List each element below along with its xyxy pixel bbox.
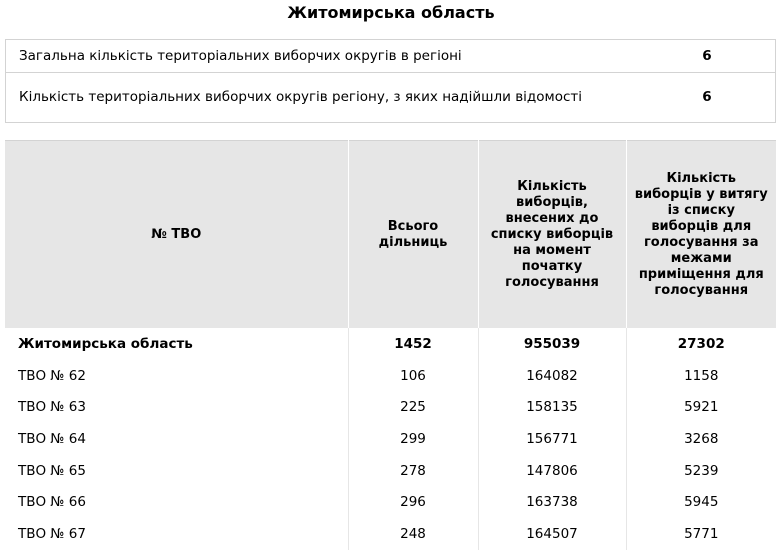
table-header-row	[5, 141, 776, 329]
row-voters: 158135	[478, 391, 626, 423]
table-row	[5, 360, 776, 392]
row-name: ТВО № 63	[5, 391, 348, 423]
table-row-total	[5, 328, 776, 360]
summary-value: 6	[702, 47, 712, 64]
row-voters: 156771	[478, 423, 626, 455]
row-voters: 164082	[478, 360, 626, 392]
row-name: ТВО № 67	[5, 518, 348, 550]
page-title: Житомирська область	[287, 3, 495, 22]
row-outside: 3268	[684, 430, 719, 447]
header-total-stations: Всього дільниць	[348, 141, 478, 329]
row-stations: 1452	[348, 328, 478, 360]
row-name: ТВО № 65	[5, 455, 348, 487]
summary-row	[6, 73, 776, 123]
table-row	[5, 455, 776, 487]
table-row	[5, 486, 776, 518]
row-voters: 164507	[478, 518, 626, 550]
results-table	[5, 140, 776, 550]
row-outside: 5239	[684, 462, 719, 479]
row-name: ТВО № 62	[5, 360, 348, 392]
row-voters: 147806	[478, 455, 626, 487]
header-voters-count: Кількість виборців, внесених до списку виборців на момент початку голосування	[478, 141, 626, 329]
summary-label: Кількість територіальних виборчих округів регіону, з яких надійшли відомості	[6, 73, 640, 123]
row-stations: 278	[348, 455, 478, 487]
table-row	[5, 518, 776, 550]
row-stations: 299	[348, 423, 478, 455]
row-outside: 5945	[684, 494, 719, 511]
summary-table	[5, 39, 776, 123]
row-outside: 5771	[684, 525, 719, 542]
summary-value: 6	[639, 73, 776, 123]
row-name: ТВО № 66	[5, 486, 348, 518]
summary-label: Загальна кількість територіальних виборчих округів в регіоні	[19, 47, 462, 64]
table-row	[5, 391, 776, 423]
row-voters: 163738	[478, 486, 626, 518]
row-name: Житомирська область	[5, 328, 348, 360]
summary-row	[6, 40, 776, 73]
header-outside-voters: Кількість виборців у витягу із списку виборців для голосування за межами приміщення для голосування	[626, 141, 776, 329]
row-outside: 27302	[677, 335, 725, 352]
table-row	[5, 423, 776, 455]
row-voters: 955039	[478, 328, 626, 360]
row-name: ТВО № 64	[5, 423, 348, 455]
row-stations: 225	[348, 391, 478, 423]
row-stations: 296	[348, 486, 478, 518]
row-outside: 1158	[684, 367, 719, 384]
row-stations: 248	[348, 518, 478, 550]
row-outside: 5921	[684, 399, 719, 416]
row-stations: 106	[348, 360, 478, 392]
header-tvo-number: № ТВО	[5, 141, 348, 329]
